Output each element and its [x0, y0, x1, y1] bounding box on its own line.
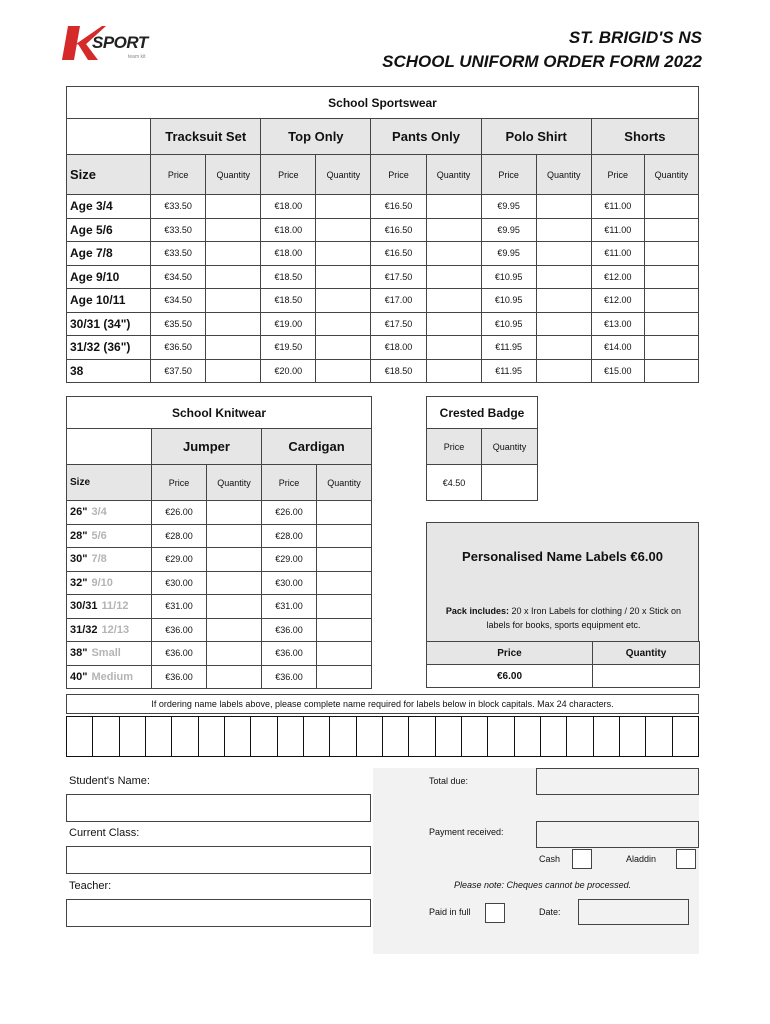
letter-box[interactable] [461, 716, 487, 757]
letter-box[interactable] [224, 716, 250, 757]
price-cell: €33.50 [151, 195, 206, 219]
table-row [67, 242, 699, 266]
badge-title: Crested Badge [427, 397, 538, 429]
name-label-instructions: If ordering name labels above, please complete name required for labels below in block capitals. Max 24 characters. [66, 694, 699, 714]
letter-box[interactable] [277, 716, 303, 757]
price-cell: €17.50 [371, 265, 426, 289]
payment-panel [373, 768, 699, 954]
name-label-letter-grid [66, 716, 699, 757]
quantity-header: Quantity [317, 465, 372, 501]
quantity-input[interactable] [426, 312, 481, 336]
table-row [67, 524, 372, 548]
letter-box[interactable] [540, 716, 566, 757]
quantity-input[interactable] [316, 242, 371, 266]
quantity-input[interactable] [536, 265, 591, 289]
name-labels-quantity-input[interactable] [593, 665, 700, 688]
knitwear-title: School Knitwear [67, 397, 372, 429]
size-label [67, 524, 152, 548]
quantity-header: Quantity [482, 429, 538, 465]
quantity-input[interactable] [536, 242, 591, 266]
size-age: 12/13 [101, 623, 130, 636]
size-label [67, 642, 152, 666]
price-cell: €18.50 [371, 359, 426, 383]
ksport-logo [62, 24, 172, 64]
size-age: 7/8 [91, 553, 107, 566]
price-cell: €18.00 [261, 218, 316, 242]
price-cell: €9.95 [481, 242, 536, 266]
price-cell: €9.95 [481, 195, 536, 219]
price-cell: €16.50 [371, 195, 426, 219]
table-row [67, 336, 699, 360]
price-cell: €10.95 [481, 265, 536, 289]
size-label [67, 548, 152, 572]
product-header: Cardigan [262, 429, 372, 465]
letter-box[interactable] [145, 716, 171, 757]
quantity-input[interactable] [316, 265, 371, 289]
price-cell: €36.00 [262, 642, 317, 666]
blank-cell [67, 119, 151, 155]
price-cell: €28.00 [152, 524, 207, 548]
form-title: SCHOOL UNIFORM ORDER FORM 2022 [382, 52, 702, 71]
price-header: Price [371, 155, 426, 195]
price-cell: €37.50 [151, 359, 206, 383]
letter-box[interactable] [487, 716, 513, 757]
price-cell: €29.00 [262, 548, 317, 572]
price-cell: €10.95 [481, 289, 536, 313]
quantity-input[interactable] [317, 571, 372, 595]
price-header: Price [481, 155, 536, 195]
price-cell: €11.00 [591, 218, 644, 242]
size-age: Medium [91, 670, 134, 683]
size-label [67, 595, 152, 619]
size-age: 11/12 [101, 600, 129, 613]
price-cell: €34.50 [151, 289, 206, 313]
quantity-input[interactable] [317, 501, 372, 525]
quantity-input[interactable] [644, 312, 698, 336]
quantity-header: Quantity [316, 155, 371, 195]
quantity-input[interactable] [206, 195, 261, 219]
size-header: Size [67, 465, 152, 501]
quantity-input[interactable] [426, 336, 481, 360]
price-cell: €12.00 [591, 289, 644, 313]
price-cell: €28.00 [262, 524, 317, 548]
payment-received-label: Payment received: [429, 827, 504, 837]
price-cell: €19.50 [261, 336, 316, 360]
product-header: Polo Shirt [481, 119, 591, 155]
table-row [67, 548, 372, 572]
price-cell: €30.00 [262, 571, 317, 595]
quantity-input[interactable] [317, 618, 372, 642]
name-labels-order-table [426, 641, 700, 688]
table-row [67, 595, 372, 619]
quantity-input[interactable] [206, 336, 261, 360]
letter-box[interactable] [66, 716, 92, 757]
price-cell: €11.00 [591, 195, 644, 219]
letter-box[interactable] [435, 716, 461, 757]
letter-box[interactable] [593, 716, 619, 757]
name-labels-price: €6.00 [427, 665, 593, 688]
name-labels-panel [426, 522, 699, 687]
letter-box[interactable] [382, 716, 408, 757]
price-header: Price [152, 465, 207, 501]
quantity-input[interactable] [426, 289, 481, 313]
letter-box[interactable] [303, 716, 329, 757]
product-header: Jumper [152, 429, 262, 465]
quantity-input[interactable] [206, 289, 261, 313]
quantity-input[interactable] [316, 336, 371, 360]
quantity-input[interactable] [206, 359, 261, 383]
school-name: ST. BRIGID'S NS [568, 28, 702, 47]
size-age: 9/10 [91, 576, 113, 589]
table-row [67, 195, 699, 219]
quantity-input[interactable] [207, 618, 262, 642]
quantity-input[interactable] [536, 289, 591, 313]
cheque-note: Please note: Cheques cannot be processed. [454, 880, 632, 890]
quantity-input[interactable] [207, 665, 262, 689]
price-cell: €36.50 [151, 336, 206, 360]
quantity-header: Quantity [593, 642, 700, 665]
price-cell: €33.50 [151, 242, 206, 266]
price-cell: €36.00 [152, 665, 207, 689]
letter-box[interactable] [408, 716, 434, 757]
quantity-input[interactable] [206, 312, 261, 336]
table-row [67, 618, 372, 642]
student-name-input[interactable] [66, 794, 371, 822]
size-age: Small [91, 647, 121, 660]
quantity-input[interactable] [207, 501, 262, 525]
price-cell: €9.95 [481, 218, 536, 242]
table-row [67, 359, 699, 383]
pack-includes-text: 20 x Iron Labels for clothing / 20 x Stick on labels for books, sports equipment etc. [486, 606, 682, 630]
name-labels-title: Personalised Name Labels €6.00 [462, 549, 663, 564]
payment-received-input[interactable] [536, 821, 699, 848]
size-label: Age 10/11 [67, 289, 151, 313]
table-row [67, 665, 372, 689]
price-cell: €26.00 [262, 501, 317, 525]
size-inches: 30/31 [70, 600, 98, 613]
table-row [67, 501, 372, 525]
price-cell: €11.95 [481, 359, 536, 383]
quantity-input[interactable] [317, 524, 372, 548]
size-label: Age 5/6 [67, 218, 151, 242]
letter-box[interactable] [329, 716, 355, 757]
quantity-input[interactable] [644, 242, 698, 266]
quantity-input[interactable] [207, 571, 262, 595]
size-label [67, 618, 152, 642]
price-cell: €33.50 [151, 218, 206, 242]
quantity-input[interactable] [536, 195, 591, 219]
paid-in-full-checkbox[interactable] [485, 903, 505, 923]
quantity-header: Quantity [207, 465, 262, 501]
total-due-label: Total due: [429, 776, 469, 786]
size-label: 30/31 (34") [67, 312, 151, 336]
quantity-input[interactable] [207, 548, 262, 572]
price-cell: €18.50 [261, 265, 316, 289]
blank-cell [67, 429, 152, 465]
price-cell: €16.50 [371, 242, 426, 266]
price-cell: €31.00 [262, 595, 317, 619]
logo-wordmark: SPORT [92, 33, 148, 52]
letter-box[interactable] [645, 716, 671, 757]
table-row [67, 265, 699, 289]
quantity-input[interactable] [644, 218, 698, 242]
price-cell: €19.00 [261, 312, 316, 336]
quantity-input[interactable] [317, 548, 372, 572]
price-cell: €20.00 [261, 359, 316, 383]
date-input[interactable] [578, 899, 689, 925]
price-cell: €36.00 [262, 618, 317, 642]
price-cell: €17.00 [371, 289, 426, 313]
product-header: Tracksuit Set [151, 119, 261, 155]
price-header: Price [262, 465, 317, 501]
quantity-input[interactable] [316, 359, 371, 383]
current-class-label: Current Class: [69, 827, 140, 839]
price-cell: €11.95 [481, 336, 536, 360]
price-cell: €14.00 [591, 336, 644, 360]
price-header: Price [427, 429, 482, 465]
size-age: 5/6 [91, 529, 107, 542]
size-label [67, 571, 152, 595]
quantity-header: Quantity [644, 155, 698, 195]
size-label: 31/32 (36") [67, 336, 151, 360]
letter-box[interactable] [566, 716, 592, 757]
crested-badge-table [426, 396, 538, 501]
student-name-label: Student's Name: [69, 775, 150, 787]
table-row [67, 312, 699, 336]
quantity-input[interactable] [317, 642, 372, 666]
size-inches: 28" [70, 529, 88, 542]
aladdin-checkbox[interactable] [676, 849, 696, 869]
quantity-input[interactable] [536, 359, 591, 383]
size-label [67, 501, 152, 525]
quantity-input[interactable] [644, 336, 698, 360]
price-cell: €36.00 [152, 642, 207, 666]
letter-box[interactable] [92, 716, 118, 757]
quantity-header: Quantity [426, 155, 481, 195]
product-header: Pants Only [371, 119, 481, 155]
quantity-input[interactable] [426, 359, 481, 383]
badge-price: €4.50 [427, 465, 482, 501]
size-label: Age 9/10 [67, 265, 151, 289]
teacher-input[interactable] [66, 899, 371, 927]
quantity-input[interactable] [426, 195, 481, 219]
quantity-input[interactable] [317, 595, 372, 619]
price-cell: €18.50 [261, 289, 316, 313]
sportswear-title: School Sportswear [67, 87, 699, 119]
quantity-input[interactable] [207, 524, 262, 548]
quantity-input[interactable] [644, 359, 698, 383]
quantity-input[interactable] [426, 265, 481, 289]
letter-box[interactable] [119, 716, 145, 757]
price-header: Price [427, 642, 593, 665]
sportswear-table [66, 86, 699, 383]
table-row [67, 218, 699, 242]
price-cell: €30.00 [152, 571, 207, 595]
price-cell: €18.00 [371, 336, 426, 360]
name-labels-description [433, 604, 694, 632]
price-cell: €18.00 [261, 242, 316, 266]
teacher-label: Teacher: [69, 880, 112, 892]
quantity-header: Quantity [206, 155, 261, 195]
letter-box[interactable] [356, 716, 382, 757]
quantity-input[interactable] [206, 265, 261, 289]
quantity-header: Quantity [536, 155, 591, 195]
price-cell: €12.00 [591, 265, 644, 289]
quantity-input[interactable] [316, 195, 371, 219]
quantity-input[interactable] [426, 242, 481, 266]
quantity-input[interactable] [536, 312, 591, 336]
table-row [67, 289, 699, 313]
quantity-input[interactable] [644, 195, 698, 219]
price-cell: €36.00 [152, 618, 207, 642]
price-header: Price [151, 155, 206, 195]
price-cell: €18.00 [261, 195, 316, 219]
quantity-input[interactable] [207, 642, 262, 666]
logo-tagline: team kit [128, 54, 146, 60]
letter-box[interactable] [619, 716, 645, 757]
total-due-input[interactable] [536, 768, 699, 795]
quantity-input[interactable] [536, 218, 591, 242]
size-inches: 32" [70, 576, 88, 589]
quantity-input[interactable] [316, 218, 371, 242]
price-cell: €26.00 [152, 501, 207, 525]
size-inches: 30" [70, 553, 88, 566]
pack-includes-label: Pack includes: [445, 606, 509, 616]
table-row [67, 571, 372, 595]
price-cell: €35.50 [151, 312, 206, 336]
size-inches: 31/32 [70, 623, 98, 636]
quantity-input[interactable] [316, 289, 371, 313]
size-label: Age 3/4 [67, 195, 151, 219]
letter-box[interactable] [672, 716, 699, 757]
quantity-input[interactable] [206, 242, 261, 266]
product-header: Shorts [591, 119, 698, 155]
current-class-input[interactable] [66, 846, 371, 874]
table-row [67, 642, 372, 666]
cash-label: Cash [539, 854, 561, 864]
price-header: Price [591, 155, 644, 195]
price-cell: €13.00 [591, 312, 644, 336]
paid-in-full-label: Paid in full [429, 907, 471, 917]
price-cell: €34.50 [151, 265, 206, 289]
cash-checkbox[interactable] [572, 849, 592, 869]
size-inches: 26" [70, 506, 88, 519]
quantity-input[interactable] [207, 595, 262, 619]
price-cell: €17.50 [371, 312, 426, 336]
date-label: Date: [539, 907, 561, 917]
size-inches: 40" [70, 670, 88, 683]
size-inches: 38" [70, 647, 88, 660]
aladdin-label: Aladdin [626, 854, 657, 864]
quantity-input[interactable] [644, 265, 698, 289]
price-cell: €29.00 [152, 548, 207, 572]
letter-box[interactable] [514, 716, 540, 757]
quantity-input[interactable] [317, 665, 372, 689]
product-header: Top Only [261, 119, 371, 155]
size-label: Age 7/8 [67, 242, 151, 266]
quantity-input[interactable] [644, 289, 698, 313]
size-label: 38 [67, 359, 151, 383]
quantity-input[interactable] [206, 218, 261, 242]
size-header: Size [67, 155, 151, 195]
knitwear-table [66, 396, 372, 689]
price-cell: €36.00 [262, 665, 317, 689]
price-header: Price [261, 155, 316, 195]
quantity-input[interactable] [426, 218, 481, 242]
size-age: 3/4 [91, 506, 107, 519]
price-cell: €16.50 [371, 218, 426, 242]
letter-box[interactable] [250, 716, 276, 757]
price-cell: €31.00 [152, 595, 207, 619]
quantity-input[interactable] [316, 312, 371, 336]
badge-quantity-input[interactable] [482, 465, 538, 501]
price-cell: €11.00 [591, 242, 644, 266]
letter-box[interactable] [198, 716, 224, 757]
quantity-input[interactable] [536, 336, 591, 360]
size-label [67, 665, 152, 689]
price-cell: €10.95 [481, 312, 536, 336]
letter-box[interactable] [171, 716, 197, 757]
price-cell: €15.00 [591, 359, 644, 383]
